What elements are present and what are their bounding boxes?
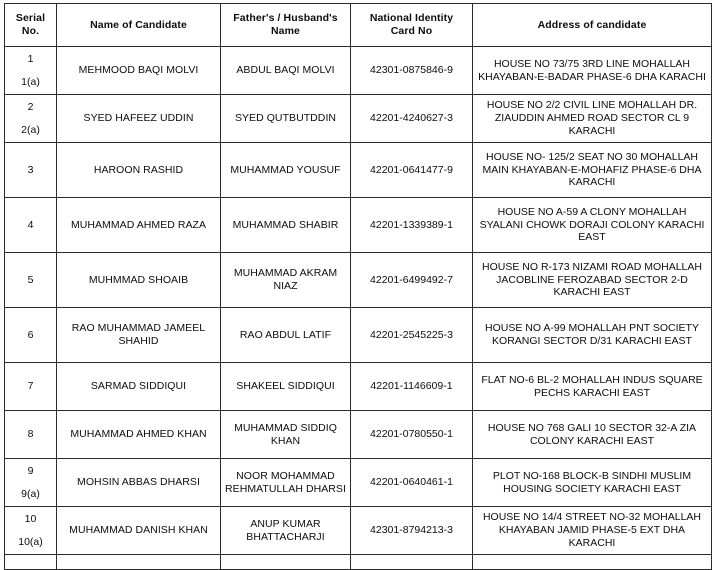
table-row: [5, 411, 712, 459]
table-row: [5, 47, 712, 95]
cell-address: FLAT NO-6 BL-2 MOHALLAH INDUS SQUARE PECHS KARACHI EAST: [473, 363, 712, 411]
candidates-table: [4, 3, 712, 570]
cell-address: HOUSE NO A-99 MOHALLAH PNT SOCIETY KORANGI SECTOR D/31 KARACHI EAST: [473, 308, 712, 363]
cell-address: [473, 555, 712, 570]
table-row: [5, 308, 712, 363]
cell-address: HOUSE NO R-173 NIZAMI ROAD MOHALLAH JACOBLINE FEROZABAD SECTOR 2-D KARACHI EAST: [473, 253, 712, 308]
column-header-nic-line2: Card No: [390, 25, 433, 37]
cell-serial: [5, 253, 57, 308]
column-header-name: Name of Candidate: [57, 4, 221, 47]
cell-candidate-name: RAO MUHAMMAD JAMEEL SHAHID: [57, 308, 221, 363]
column-header-father-line1: Father's / Husband's: [233, 12, 338, 25]
cell-address: HOUSE NO 14/4 STREET NO-32 MOHALLAH KHAYABAN JAMID PHASE-5 EXT DHA KARACHI: [473, 507, 712, 555]
cell-serial: [5, 459, 57, 507]
table-row: [5, 95, 712, 143]
cell-father-name: MUHAMMAD YOUSUF: [221, 143, 351, 198]
column-header-father-line2: Name: [271, 25, 300, 37]
table-header-row: [5, 4, 712, 47]
cell-serial: [5, 555, 57, 570]
serial-sub: 9(a): [21, 487, 40, 500]
cell-father-name: [221, 555, 351, 570]
cell-address: HOUSE NO A-59 A CLONY MOHALLAH SYALANI CHOWK DORAJI COLONY KARACHI EAST: [473, 198, 712, 253]
cell-father-name: SHAKEEL SIDDIQUI: [221, 363, 351, 411]
serial-main: 6: [27, 328, 34, 341]
cell-father-name: RAO ABDUL LATIF: [221, 308, 351, 363]
cell-address: HOUSE NO 768 GALI 10 SECTOR 32-A ZIA COLONY KARACHI EAST: [473, 411, 712, 459]
cell-nic: 42201-0640461-1: [351, 459, 473, 507]
cell-candidate-name: MUHAMMAD DANISH KHAN: [57, 507, 221, 555]
cell-father-name: MUHAMMAD SHABIR: [221, 198, 351, 253]
cell-father-name: SYED QUTBUTDDIN: [221, 95, 351, 143]
cell-nic: 42201-0780550-1: [351, 411, 473, 459]
serial-main: 8: [27, 428, 34, 441]
cell-serial: [5, 507, 57, 555]
table-row: [5, 143, 712, 198]
table-row: [5, 198, 712, 253]
column-header-serial: [5, 4, 57, 47]
serial-main: 1: [27, 52, 34, 65]
cell-nic: 42201-6499492-7: [351, 253, 473, 308]
column-header-address: Address of candidate: [473, 4, 712, 47]
cell-serial: [5, 363, 57, 411]
cell-candidate-name: MUHAMMAD AHMED RAZA: [57, 198, 221, 253]
document-page: [0, 3, 715, 549]
table-row: [5, 253, 712, 308]
cell-nic: 42201-0641477-9: [351, 143, 473, 198]
cell-candidate-name: MUHMMAD SHOAIB: [57, 253, 221, 308]
serial-main: 4: [27, 218, 34, 231]
serial-main: 10: [24, 512, 37, 525]
cell-candidate-name: SYED HAFEEZ UDDIN: [57, 95, 221, 143]
serial-main: 7: [27, 380, 34, 393]
serial-main: 2: [27, 100, 34, 113]
cell-father-name: MUHAMMAD SIDDIQ KHAN: [221, 411, 351, 459]
cell-address: HOUSE NO- 125/2 SEAT NO 30 MOHALLAH MAIN KHAYABAN-E-MOHAFIZ PHASE-6 DHA KARACHI: [473, 143, 712, 198]
serial-sub: 2(a): [21, 123, 40, 136]
cell-serial: [5, 411, 57, 459]
serial-sub: 1(a): [21, 75, 40, 88]
column-header-father: [221, 4, 351, 47]
cell-father-name: MUHAMMAD AKRAM NIAZ: [221, 253, 351, 308]
serial-sub: 10(a): [18, 535, 43, 548]
cell-serial: [5, 47, 57, 95]
cell-serial: [5, 308, 57, 363]
cell-candidate-name: HAROON RASHID: [57, 143, 221, 198]
cell-nic: 42201-4240627-3: [351, 95, 473, 143]
cell-father-name: NOOR MOHAMMAD REHMATULLAH DHARSI: [221, 459, 351, 507]
cell-father-name: ANUP KUMAR BHATTACHARJI: [221, 507, 351, 555]
cell-nic: [351, 555, 473, 570]
cell-candidate-name: [57, 555, 221, 570]
cell-nic: 42201-1146609-1: [351, 363, 473, 411]
cell-serial: [5, 198, 57, 253]
cell-father-name: ABDUL BAQI MOLVI: [221, 47, 351, 95]
cell-nic: 42201-2545225-3: [351, 308, 473, 363]
cell-candidate-name: MUHAMMAD AHMED KHAN: [57, 411, 221, 459]
cell-nic: 42301-8794213-3: [351, 507, 473, 555]
cell-nic: 42301-0875846-9: [351, 47, 473, 95]
column-header-serial-line1: Serial: [15, 12, 46, 25]
cell-address: HOUSE NO 2/2 CIVIL LINE MOHALLAH DR. ZIAUDDIN AHMED ROAD SECTOR CL 9 KARACHI: [473, 95, 712, 143]
serial-main: 3: [27, 163, 34, 176]
cell-address: HOUSE NO 73/75 3RD LINE MOHALLAH KHAYABAN-E-BADAR PHASE-6 DHA KARACHI: [473, 47, 712, 95]
table-row: [5, 459, 712, 507]
serial-main: 5: [27, 273, 34, 286]
serial-main: 9: [27, 464, 34, 477]
cell-nic: 42201-1339389-1: [351, 198, 473, 253]
cell-serial: [5, 95, 57, 143]
table-header: [5, 4, 712, 47]
cell-candidate-name: MOHSIN ABBAS DHARSI: [57, 459, 221, 507]
table-body: [5, 47, 712, 570]
cell-serial: [5, 143, 57, 198]
table-row: [5, 507, 712, 555]
cell-candidate-name: MEHMOOD BAQI MOLVI: [57, 47, 221, 95]
cell-candidate-name: SARMAD SIDDIQUI: [57, 363, 221, 411]
table-row: [5, 363, 712, 411]
column-header-serial-line2: No.: [21, 25, 40, 37]
table-row-partial: [5, 555, 712, 570]
column-header-nic: [351, 4, 473, 47]
cell-address: PLOT NO-168 BLOCK-B SINDHI MUSLIM HOUSING SOCIETY KARACHI EAST: [473, 459, 712, 507]
column-header-nic-line1: National Identity: [369, 12, 454, 25]
